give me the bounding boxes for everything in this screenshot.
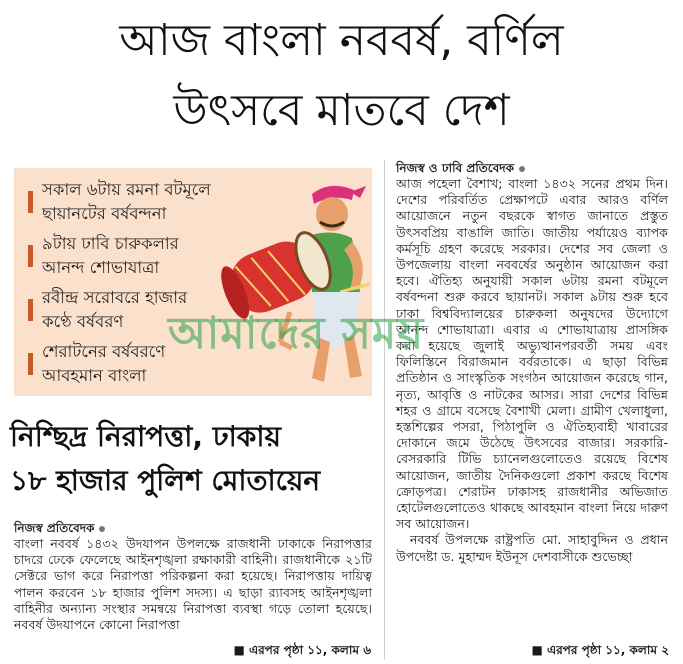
security-headline-line-2: ১৮ হাজার পুলিশ মোতায়েন bbox=[10, 464, 321, 497]
highlight-bullet bbox=[28, 245, 33, 267]
main-article bbox=[396, 160, 668, 565]
security-article bbox=[14, 520, 372, 633]
highlight-line: ৯টায় ঢাবি চারুকলার bbox=[42, 234, 179, 253]
main-byline bbox=[396, 160, 668, 176]
security-headline-line-1: নিশ্ছিদ্র নিরাপত্তা, ঢাকায় bbox=[10, 420, 281, 453]
headline-line-1: আজ বাংলা নববর্ষ, বর্ণিল bbox=[119, 15, 564, 66]
main-body: আজ পহেলা বৈশাখ; বাংলা ১৪৩২ সনের প্রথম দিন। দেশের পরিবর্তিত প্রেক্ষাপটে এবার আরও বর্ণিল আয়োজনে নতুন বছরকে স্বাগত জানাতে প্রস্তুত উৎসবপ্রিয় বাঙালি জাতি। জাতীয় পর্যায়েও ব্যাপক কর্মসূচি গ্রহণ করেছে সরকার। দেশের সব জেলা ও উপজেলায় বাংলা নববর্ষের অনুষ্ঠান আয়োজন করা হবে। ঐতিহ্য অনুযায়ী সকাল ৬টায় রমনা বটমূলে বর্ষবন্দনা শুরু করবে ছায়ানট। সকাল ৯টায় শুরু হবে ঢাকা বিশ্ববিদ্যালয়ের চারুকলা অনুষদের উদ্যোগে আনন্দ শোভাযাত্রা। এবার এ শোভাযাত্রায় প্রাসঙ্গিক করা হয়েছে জুলাই অভ্যুত্থানপরবর্তী সময় এবং ফিলিস্তিনে বিরাজমান বর্বরতাকে। এ ছাড়া বিভিন্ন প্রতিষ্ঠান ও সাংস্কৃতিক সংগঠন আয়োজন করেছে গান, নৃত্য, আবৃত্তি ও নাটকের আসর। সারা দেশের বিভিন্ন শহর ও গ্রামে বসেছে বৈশাখী মেলা। গ্রামীণ খেলাধুলা, হস্তশিল্পের পসরা, পিঠাপুলি ও ঐতিহ্যবাহী খাবারের দোকানে জমে উঠেছে উৎসবের বাজার। সরকারি-বেসরকারি টিভি চ্যানেলগুলোতেও রয়েছে বিশেষ আয়োজন, জাতীয় দৈনিকগুলো প্রকাশ করছে বিশেষ ক্রোড়পত্র। শেরাটন ঢাকাসহ রাজধানীর অভিজাত হোটেলগুলোতেও থাকছে আবহমান বাংলা নিয়ে দারুণ সব আয়োজন। bbox=[396, 176, 668, 532]
main-body-2: নববর্ষ উপলক্ষে রাষ্ট্রপতি মো. সাহাবুদ্দিন ও প্রধান উপদেষ্টা ড. মুহাম্মদ ইউনূস দেশবাসীকে শুভেচ্ছা bbox=[396, 532, 668, 564]
highlight-line: কণ্ঠে বর্ষবরণ bbox=[42, 312, 124, 331]
security-body: বাংলা নববর্ষ ১৪৩২ উদযাপন উপলক্ষে রাজধানী ঢাকাকে নিরাপত্তার চাদরে ঢেকে ফেলেছে আইনশৃঙ্খলা রক্ষাকারী বাহিনী। রাজধানীকে ২১টি সেক্টরে ভাগ করে নিরাপত্তা পরিকল্পনা করা হয়েছে। নিরাপত্তায় দায়িত্ব পালন করবেন ১৮ হাজার পুলিশ সদস্য। এ ছাড়া র‍্যাবসহ আইনশৃঙ্খলা বাহিনীর অন্যান্য সংস্থার সমন্বয়ে নিরাপত্তা ব্যবস্থা গড়ে তোলা হয়েছে। নববর্ষ উদযাপনে কোনো নিরাপত্তা bbox=[14, 536, 372, 633]
security-continued-text: এরপর পৃষ্ঠা ১১, কলাম ৬ bbox=[248, 643, 371, 657]
headline-line-2: উৎসবে মাতবে দেশ bbox=[173, 85, 510, 136]
column-divider bbox=[384, 160, 385, 660]
highlight-line: সকাল ৬টায় রমনা বটমূলে bbox=[42, 180, 211, 199]
highlight-item bbox=[28, 232, 248, 280]
highlight-item bbox=[28, 178, 248, 226]
highlight-line: আবহমান বাংলা bbox=[42, 366, 147, 385]
highlight-line: আনন্দ শোভাযাত্রা bbox=[42, 258, 160, 277]
highlight-bullet bbox=[28, 191, 33, 213]
highlight-line: শেরাটনের বর্ষবরণে bbox=[42, 342, 166, 361]
highlight-line: রবীন্দ্র সরোবরে হাজার bbox=[42, 288, 188, 307]
continued-arrow-icon: ■ bbox=[233, 643, 249, 657]
main-continued bbox=[531, 642, 669, 662]
highlight-line: ছায়ানটের বর্ষবন্দনা bbox=[42, 204, 167, 223]
main-continued-text: এরপর পৃষ্ঠা ১১, কলাম ২ bbox=[546, 643, 669, 657]
highlight-bullet bbox=[28, 353, 33, 375]
main-byline-text: নিজস্ব ও ঢাবি প্রতিবেদক bbox=[396, 161, 514, 175]
security-continued bbox=[233, 642, 371, 662]
byline-dot-icon bbox=[99, 526, 105, 532]
security-byline-text: নিজস্ব প্রতিবেদক bbox=[14, 521, 95, 535]
highlight-bullet bbox=[28, 299, 33, 321]
byline-dot-icon bbox=[519, 166, 525, 172]
continued-arrow-icon: ■ bbox=[531, 643, 547, 657]
watermark-logo: আমাদের সময় bbox=[168, 308, 425, 359]
security-byline bbox=[14, 520, 372, 536]
